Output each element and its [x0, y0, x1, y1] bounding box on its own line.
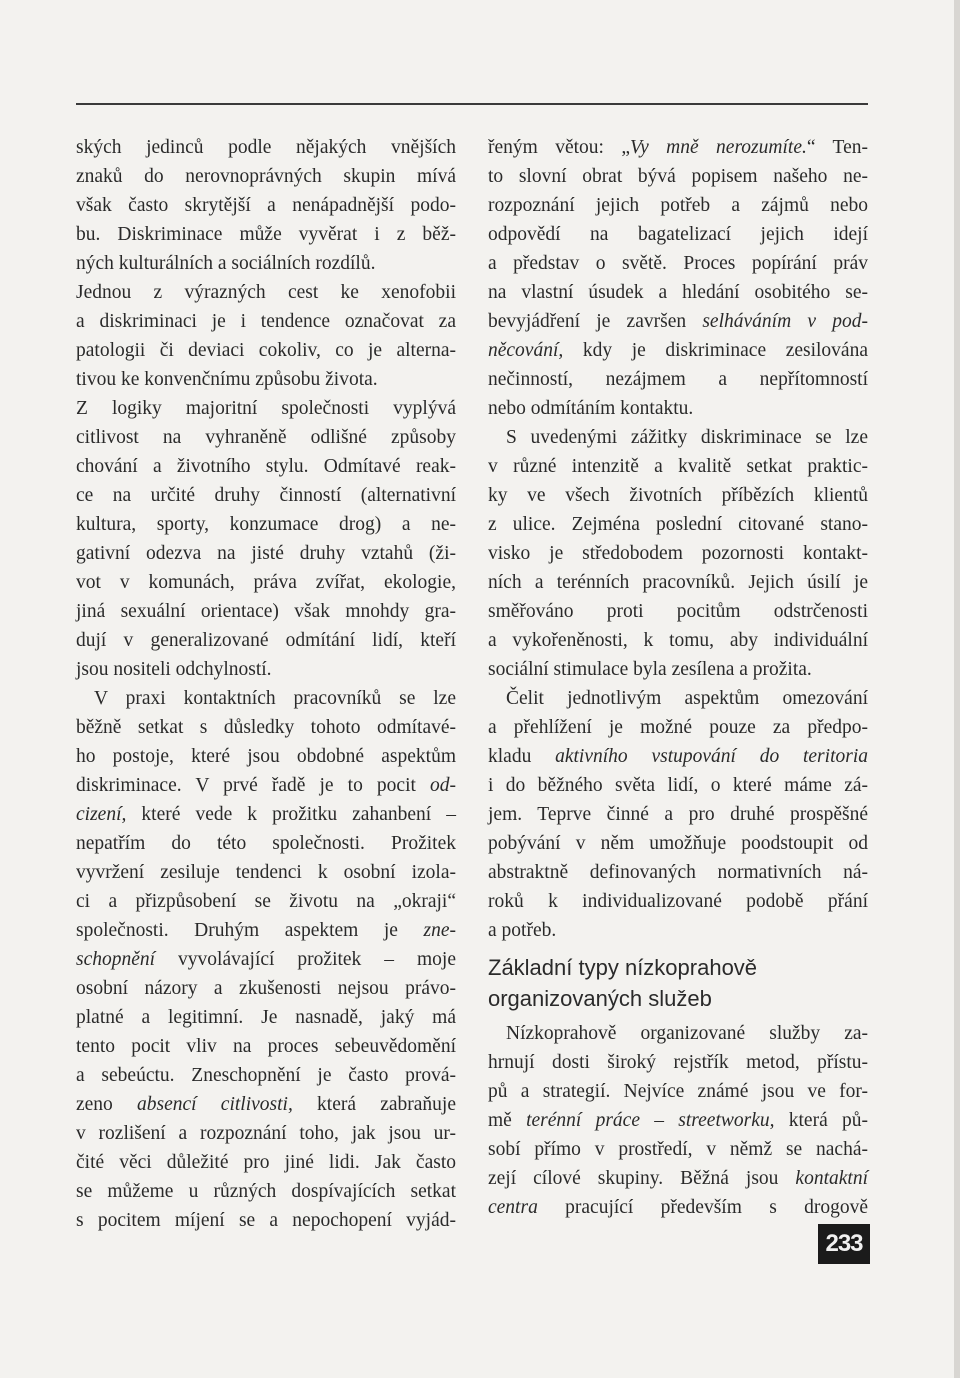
text-line — [488, 423, 868, 452]
text-line — [488, 481, 868, 510]
right-column — [488, 133, 868, 1222]
text-run: v různé intenzitě a kvalitě setkat praktic- — [488, 456, 868, 477]
text-line — [488, 191, 868, 220]
text-run: ských jedinců podle nějakých vnějších — [76, 137, 456, 158]
text-run: jsou nositeli odchylností. — [76, 659, 272, 680]
text-run: nepatřím do této společnosti. Prožitek — [76, 833, 456, 854]
text-run: Čelit jednotlivým aspektům omezování — [506, 688, 868, 709]
text-run: hrnují dosti široký rejstřík metod, přístu- — [488, 1052, 868, 1073]
text-run: řeným větou: „ — [488, 137, 630, 158]
text-line — [76, 800, 456, 829]
text-line — [76, 655, 456, 684]
text-run: Nízkoprahově organizované služby za- — [506, 1023, 868, 1044]
text-line — [488, 1048, 868, 1077]
text-run: sociální stimulace byla zesílena a prožita. — [488, 659, 812, 680]
text-line — [488, 539, 868, 568]
text-run: tivou ke konvenčnímu způsobu života. — [76, 369, 378, 390]
text-run: sobí přímo v prostředí, v němž se nachá- — [488, 1139, 868, 1160]
text-line — [76, 278, 456, 307]
italic-text: něcování, — [488, 340, 564, 361]
text-line — [488, 1106, 868, 1135]
text-run: bevyjádření je završen — [488, 311, 703, 332]
text-run: kultura, sporty, konzumace drog) a ne- — [76, 514, 456, 535]
text-run: patologii či deviaci cokoliv, co je alterna- — [76, 340, 456, 361]
italic-text: absencí citlivosti, — [137, 1094, 293, 1115]
text-run: která zabraňuje — [292, 1094, 456, 1115]
text-run: pů a strategií. Nejvíce známé jsou ve for- — [488, 1081, 868, 1102]
text-line — [76, 481, 456, 510]
text-line — [76, 1061, 456, 1090]
text-line — [488, 249, 868, 278]
text-line — [488, 684, 868, 713]
text-line — [488, 655, 868, 684]
text-line — [488, 858, 868, 887]
text-line — [76, 1119, 456, 1148]
text-line — [76, 133, 456, 162]
text-line — [76, 771, 456, 800]
text-run: bu. Diskriminace může vyvěrat i z běž- — [76, 224, 456, 245]
text-run: ci a přizpůsobení se životu na „okraji“ — [76, 891, 456, 912]
text-line — [76, 974, 456, 1003]
text-run: a diskriminaci je i tendence označovat za — [76, 311, 456, 332]
text-run: Z logiky majoritní společnosti vyplývá — [76, 398, 456, 419]
italic-text: kontaktní — [795, 1168, 868, 1189]
text-line — [76, 1032, 456, 1061]
text-run: z ulice. Zejména poslední citované stano- — [488, 514, 868, 535]
text-run: nečinností, nezájmem a nepřítomností — [488, 369, 868, 390]
text-line — [488, 568, 868, 597]
text-run: vot v komunách, práva zvířat, ekologie, — [76, 572, 456, 593]
text-run: se můžeme u různých dospívajících setkat — [76, 1181, 456, 1202]
text-line — [488, 771, 868, 800]
text-line — [76, 713, 456, 742]
italic-text: schopnění — [76, 949, 156, 970]
text-line — [76, 1003, 456, 1032]
text-line — [76, 162, 456, 191]
text-run: společnosti. Druhým aspektem je — [76, 920, 424, 941]
text-line — [488, 829, 868, 858]
text-line — [488, 626, 868, 655]
italic-text: aktivního vstupování do teritoria — [555, 746, 868, 767]
text-line — [488, 394, 868, 423]
text-line — [76, 1148, 456, 1177]
text-run: to slovní obrat bývá popisem našeho ne- — [488, 166, 868, 187]
text-line — [76, 307, 456, 336]
text-line — [76, 510, 456, 539]
text-run: kdy je diskriminace zesilována — [563, 340, 868, 361]
page-edge — [954, 0, 960, 1378]
page-number: 233 — [818, 1224, 870, 1264]
text-run: vyvržení zesiluje tendenci k osobní izola- — [76, 862, 456, 883]
text-run: ky ve všech životních příbězích klientů — [488, 485, 868, 506]
text-run: mě — [488, 1110, 527, 1131]
text-run: abstraktně definovaných normativních ná- — [488, 862, 868, 883]
text-run: směřováno proti pocitům odstrčenosti — [488, 601, 868, 622]
text-run: znaků do nerovnoprávných skupin mívá — [76, 166, 456, 187]
text-line — [76, 887, 456, 916]
text-run: ce na určité druhy činností (alternativní — [76, 485, 456, 506]
text-run: která pů- — [774, 1110, 868, 1131]
text-line — [76, 742, 456, 771]
text-line — [488, 1193, 868, 1222]
italic-text: zne- — [423, 920, 456, 941]
italic-text: selháváním v pod- — [702, 311, 869, 332]
text-line — [488, 307, 868, 336]
text-line — [76, 916, 456, 945]
text-line — [76, 945, 456, 974]
text-run: dují v generalizované odmítání lidí, kteří — [76, 630, 456, 651]
text-line — [76, 684, 456, 713]
text-run: diskriminace. V prvé řadě je to pocit — [76, 775, 430, 796]
text-line — [76, 191, 456, 220]
text-run: pracující především s drogově — [537, 1197, 868, 1218]
header-rule — [76, 103, 868, 105]
text-line — [488, 162, 868, 191]
text-run: zeno — [76, 1094, 138, 1115]
italic-text: cizení, — [76, 804, 127, 825]
text-run: S uvedenými zážitky diskriminace se lze — [506, 427, 868, 448]
text-run: čité věci důležité pro jiné lidi. Jak často — [76, 1152, 456, 1173]
text-run: Jednou z výrazných cest ke xenofobii — [76, 282, 456, 303]
italic-text: Vy mně nerozumíte. — [630, 137, 807, 158]
text-line — [76, 597, 456, 626]
text-run: běžně setkat s důsledky tohoto odmítavé- — [76, 717, 456, 738]
text-run: roků k individualizované podobě přání — [488, 891, 868, 912]
italic-text: terénní práce – streetworku, — [526, 1110, 775, 1131]
text-run: ho postoje, které jsou obdobné aspektům — [76, 746, 456, 767]
text-line — [76, 829, 456, 858]
section-heading — [488, 953, 868, 1015]
text-line — [488, 1135, 868, 1164]
text-run: “ Ten- — [806, 137, 868, 158]
text-line — [76, 1206, 456, 1235]
italic-text: centra — [488, 1197, 538, 1218]
text-run: a vykořeněnosti, k tomu, aby individuální — [488, 630, 868, 651]
text-run: nebo odmítáním kontaktu. — [488, 398, 694, 419]
text-run: však často skrytější a nenápadnější podo- — [76, 195, 456, 216]
section-heading-line-2: organizovaných služeb — [488, 986, 712, 1011]
text-line — [76, 452, 456, 481]
text-run: osobní názory a zkušenosti nejsou právo- — [76, 978, 456, 999]
text-line — [488, 510, 868, 539]
text-line — [76, 626, 456, 655]
text-run: s pocitem míjení se a nepochopení vyjád- — [76, 1210, 456, 1231]
text-run: kladu — [488, 746, 556, 767]
section-heading-line-1: Základní typy nízkoprahově — [488, 955, 758, 980]
text-run: V praxi kontaktních pracovníků se lze — [94, 688, 456, 709]
text-line — [488, 336, 868, 365]
italic-text: od- — [430, 775, 456, 796]
text-run: a sebeúctu. Zneschopnění je často prová- — [76, 1065, 456, 1086]
text-line — [76, 220, 456, 249]
text-run: rozpoznání jejich potřeb a zájmů nebo — [488, 195, 868, 216]
text-line — [488, 220, 868, 249]
right-column-section-body — [488, 1019, 868, 1222]
text-line — [488, 1077, 868, 1106]
text-run: ných kulturálních a sociálních rozdílů. — [76, 253, 376, 274]
text-line — [488, 887, 868, 916]
text-run: tento pocit vliv na proces sebeuvědomění — [76, 1036, 456, 1057]
left-column — [76, 133, 456, 1235]
text-run: odpovědí na bagatelizací jejich idejí — [488, 224, 868, 245]
text-line — [488, 452, 868, 481]
text-run: v rozlišení a rozpoznání toho, jak jsou ur- — [76, 1123, 456, 1144]
text-run: zejí cílové skupiny. Běžná jsou — [488, 1168, 796, 1189]
text-run: a potřeb. — [488, 920, 557, 941]
text-line — [76, 336, 456, 365]
text-line — [488, 278, 868, 307]
text-run: ních a terénních pracovníků. Jejich úsilí je — [488, 572, 868, 593]
text-run: platné a legitimní. Je nasnadě, jaký má — [76, 1007, 456, 1028]
text-line — [76, 539, 456, 568]
text-run: visko je středobodem pozornosti kontakt- — [488, 543, 868, 564]
text-line — [488, 800, 868, 829]
text-line — [76, 568, 456, 597]
text-run: i do běžného světa lidí, o které máme zá- — [488, 775, 868, 796]
text-line — [76, 423, 456, 452]
text-line — [76, 1090, 456, 1119]
text-run: které vede k prožitku zahanbení – — [126, 804, 456, 825]
text-line — [488, 1019, 868, 1048]
text-run: vyvolávající prožitek – moje — [155, 949, 456, 970]
text-line — [488, 713, 868, 742]
text-line — [76, 249, 456, 278]
text-line — [488, 597, 868, 626]
text-line — [488, 133, 868, 162]
text-run: pobývání v něm umožňuje poodstoupit od — [488, 833, 868, 854]
text-line — [76, 1177, 456, 1206]
text-line — [488, 1164, 868, 1193]
text-line — [488, 365, 868, 394]
text-line — [488, 742, 868, 771]
text-run: jem. Teprve činné a pro druhé prospěšné — [488, 804, 868, 825]
text-run: gativní odezva na jisté druhy vztahů (ži- — [76, 543, 456, 564]
text-line — [76, 365, 456, 394]
text-run: a přehlížení je možné pouze za předpo- — [488, 717, 868, 738]
text-run: jiná sexuální orientace) však mnohdy gra- — [76, 601, 456, 622]
text-run: a představ o světě. Proces popírání práv — [488, 253, 868, 274]
right-column-body — [488, 133, 868, 945]
text-run: chování a životního stylu. Odmítavé reak- — [76, 456, 456, 477]
text-line — [76, 394, 456, 423]
text-run: citlivost na vyhraněně odlišné způsoby — [76, 427, 456, 448]
text-line — [488, 916, 868, 945]
text-run: na vlastní úsudek a hledání osobitého se- — [488, 282, 868, 303]
text-line — [76, 858, 456, 887]
